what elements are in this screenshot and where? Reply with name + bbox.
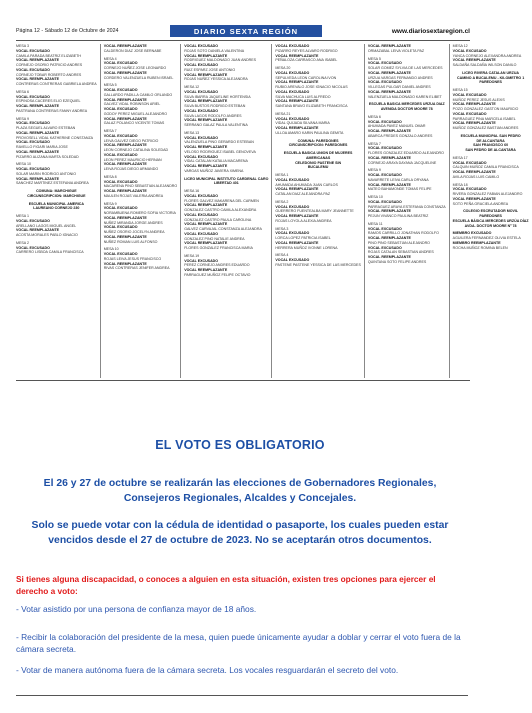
role-label: VOCAL REEMPLAZANTE — [103, 116, 147, 121]
venue-heading: SAN FRANCISCO 60 — [473, 143, 509, 148]
entry-text: SILVA IBARRA JAQUELINE HORTENSIA — [184, 94, 251, 99]
role-label: VOCAL EXCUSADO — [16, 167, 50, 171]
venue-heading: ESCUELA BASICA MERCEDES URZUA DIAZ — [368, 102, 445, 107]
entry-text: CORNEJO TOBAR ROBERTO ANDRES — [16, 72, 82, 77]
entry-text: FLORES GALVEZ MAKARENA DEL CARMEN — [184, 198, 259, 203]
entry-text: MESA 11 — [367, 221, 383, 226]
entry-text: VALENZUELA MALDONADO KAREN ELIBET — [367, 94, 442, 99]
role-label: VOCAL REEMPLAZANTE — [275, 187, 319, 192]
venue-heading: CIRCUNSCRIPCION: MARCHIGUE — [27, 193, 86, 198]
listing-column-4 — [271, 44, 363, 378]
entry-text: GONZALEZ CASTRO PAULA CAROLINA — [184, 217, 252, 222]
entry-text: CATALAN DIAZ ALEJANDRA PAZ — [275, 192, 331, 196]
role-label: VOCAL REEMPLAZANTE — [367, 44, 411, 48]
entry-text: MESA 2 — [275, 199, 289, 204]
footer-divider — [16, 695, 468, 696]
venue-heading: COMUNA: MARCHIGUE — [36, 189, 77, 193]
entry-text: YANCA CORNEJO ALEXANDRA ANDREA — [452, 53, 522, 58]
role-label: VOCAL EXCUSADO — [452, 111, 487, 116]
page-header — [16, 24, 470, 38]
entry-text: NAVARRETE LEIVA CARLA ORYANA — [367, 177, 429, 182]
entry-text: MESA 10 — [16, 162, 31, 167]
entry-text: MESA 8 — [103, 174, 117, 179]
entry-text: ROJAS LOYOLA ALEXIA ANDREA — [275, 218, 332, 223]
entry-text: SOTO PEÑA GRACIELA ANDREA — [452, 201, 509, 206]
role-label: VOCAL REEMPLAZANTE — [367, 89, 411, 94]
entry-text: MESA 18 — [452, 182, 468, 187]
role-label: MIEMBRO REEMPLAZANTE — [452, 240, 501, 245]
entry-text: MESA 9 — [16, 116, 29, 121]
role-label: VOCAL EXCUSADO — [184, 135, 219, 140]
notice-election-dates: El 26 y 27 de octubre se realizarán las elecciones de Gobernadores Regionales, Consejeros Regionales, Alcaldes y Concejales. — [43, 478, 437, 504]
entry-text: SERRANO GALAZ PAULA VALENTINA — [184, 123, 248, 127]
entry-text: NUÑEZ OSORIO JOCELYN ANDREA — [103, 230, 165, 234]
role-label: VOCAL REEMPLAZANTE — [16, 77, 60, 82]
entry-text: VALENZUELA PINO GERARDO ESTEBAN — [184, 140, 254, 145]
listing-column-1 — [16, 44, 100, 378]
role-label: VOCAL REEMPLAZANTE — [103, 234, 147, 239]
role-label: VOCAL REEMPLAZANTE — [16, 58, 60, 63]
entry-text: VIDAL QUIJADA SILVANA MARIA — [275, 121, 330, 126]
entry-text: MESA 12 — [184, 85, 200, 89]
entry-text: CAMILA PARADA BEATRIZ ELIZABETH — [16, 53, 81, 58]
role-label: VOCAL REEMPLAZANTE — [16, 176, 60, 181]
role-label: VOCAL REEMPLAZANTE — [103, 162, 147, 167]
role-label: VOCAL EXCUSADO — [184, 108, 219, 113]
role-label: VOCAL EXCUSADO — [16, 121, 50, 126]
role-label: VOCAL REEMPLAZANTE — [103, 143, 147, 148]
role-label: VOCAL EXCUSADO — [367, 61, 402, 66]
entry-text: MATEO BAHAMONDE TOMAS FELIPE — [367, 187, 432, 192]
entry-text: LEIVA GALVEZ DIEGO PATRICIO — [103, 138, 159, 143]
role-label: VOCAL EXCUSADO — [16, 218, 50, 223]
role-label: VOCAL EXCUSADO — [275, 116, 310, 121]
entry-text: CORNEJO NUÑEZ JOSE LEONARDO — [103, 66, 167, 70]
entry-text: RODRIGUEZ MALDONADO JUAN ANDRES — [184, 58, 257, 63]
venue-heading: DE ALCANTARA — [476, 138, 505, 143]
entry-text: PARRAGUEZ PINA MARCELA ISABEL — [452, 116, 516, 121]
role-label: VOCAL REEMPLAZANTE — [103, 97, 147, 102]
entry-text: SILVA MACHUCA LUIS ALFREDO — [275, 94, 331, 99]
newspaper-banner: DIARIO SEXTA REGIÓN — [170, 25, 322, 37]
entry-text: MESA 12 — [452, 44, 468, 48]
role-label: VOCAL EXCUSADO — [452, 92, 487, 97]
entry-text: URZUA VARGAS FERNANDO ANDRES — [367, 75, 433, 80]
venue-heading: AVDA. DOCTOR MOORE Nº 78 — [464, 223, 517, 228]
role-label: VOCAL EXCUSADO — [275, 177, 310, 182]
listing-column-2 — [100, 44, 181, 378]
role-label: VOCAL REEMPLAZANTE — [16, 228, 60, 233]
entry-text: MESA 10 — [367, 195, 383, 199]
role-label: VOCAL REEMPLAZANTE — [184, 203, 228, 208]
role-label: VOCAL REEMPLAZANTE — [184, 145, 228, 149]
entry-text: AHUMADA AHUMADA JUAN CARLOS — [275, 182, 338, 187]
venue-heading: LICEO RIVERA CATALAN URZUA — [462, 70, 520, 75]
role-label: VOCAL REEMPLAZANTE — [16, 104, 60, 108]
role-label: VOCAL REEMPLAZANTE — [275, 80, 319, 85]
role-label: VOCAL EXCUSADO — [184, 231, 219, 236]
entry-text: LEON PEREZ MAURICIO HERNAN — [103, 157, 162, 162]
entry-text: MESA 1 — [275, 173, 289, 177]
role-label: VOCAL EXCUSADO — [184, 212, 219, 217]
role-label: VOCAL EXCUSADO — [103, 133, 138, 138]
entry-text: MESA 5 — [103, 83, 117, 88]
entry-text: MESA 4 — [275, 253, 289, 258]
entry-text: FLORES GONZALEZ EDUARDO ALEJANDRO — [367, 151, 444, 155]
entry-text: GALVEZ VIDAL ROBINSON ARIEL — [103, 102, 161, 107]
venue-heading: LAUREANO CORNEJO 230 — [33, 206, 80, 211]
page-date-label: Página 12 - Sábado 12 de Octubre de 2024 — [16, 28, 119, 34]
entry-text: SOLAR GOMEZ SYLVIA DE LAS MERCEDES — [367, 66, 443, 70]
venue-heading: CIRCUNSCRIPCION: PAREDONES — [288, 143, 348, 148]
role-label: VOCAL REEMPLAZANTE — [16, 130, 60, 135]
venue-heading: AVENIDA DOCTOR MOORE 78 — [380, 107, 433, 111]
entry-text: SALDAÑA SALDAÑA WILSON DANILO — [452, 63, 517, 67]
role-label: VOCAL EXCUSADO — [275, 89, 310, 94]
entry-text: NORAMBUENA ROMERO SOFIA VICTORIA — [103, 211, 176, 215]
notice-option-3: - Votar de manera autónoma fuera de la cámara secreta. Los vocales resguardarán el secreto del voto. — [16, 665, 399, 675]
entry-text: HERRERA MUÑOZ IVONNE LORENA — [275, 245, 338, 250]
role-label: VOCAL REEMPLAZANTE — [367, 236, 411, 240]
role-label: VOCAL REEMPLAZANTE — [452, 58, 496, 63]
role-label: VOCAL EXCUSADO — [184, 89, 219, 94]
entry-text: PARRAGUEZ ARAYA ESTEFANIA CONSTANZA — [367, 204, 446, 209]
entry-text: ESPINOSA CACERES ELIO EZEQUIEL — [16, 99, 81, 104]
entry-text: GALVEZ CARVAJAL CONSTANZA ALEJANDRA — [184, 227, 262, 231]
venue-heading: AMERICANAS — [305, 155, 331, 160]
role-label: VOCAL EXCUSADO — [16, 245, 50, 250]
role-label: VOCAL EXCUSADO — [275, 44, 310, 48]
role-label: VOCAL EXCUSADO — [103, 206, 138, 211]
venue-heading: LICEO MUNICIPAL INSTITUTO CARDENAL CARO — [184, 176, 269, 181]
entry-text: CORDERO VALENZUELA RUBEN ISRAEL — [103, 75, 174, 80]
entry-text: ARELLANO LAGOS MIGUEL ANGEL — [16, 223, 77, 228]
notice-title: EL VOTO ES OBLIGATORIO — [155, 438, 325, 452]
role-label: VOCAL REEMPLAZANTE — [184, 53, 228, 58]
role-label: VOCAL REEMPLAZANTE — [275, 53, 319, 58]
role-label: VOCAL EXCUSADO — [103, 152, 138, 157]
entry-text: POZO GONZALEZ GASTON MAURICIO — [452, 107, 519, 111]
role-label: VOCAL EXCUSADO — [452, 187, 487, 192]
role-label: VOCAL EXCUSADO — [16, 94, 50, 99]
entry-text: RAVELLO FIGARI MARIA JOSE — [16, 145, 68, 149]
entry-text: PIZARRO ALIZANA MARTA SOLEDAD — [16, 154, 79, 159]
role-label: VOCAL REEMPLAZANTE — [367, 209, 411, 214]
entry-text: GUERRERO FUENTEALBA MARY JEANNETTE — [275, 209, 354, 214]
role-label: VOCAL REEMPLAZANTE — [103, 261, 147, 266]
role-label: VOCAL EXCUSADO — [452, 48, 487, 53]
role-label: VOCAL EXCUSADO — [275, 70, 310, 75]
entry-text: ROJAS NUÑEZ YESSICA ALEJANDRA — [184, 77, 248, 82]
listing-column-5 — [364, 44, 449, 378]
role-label: VOCAL REEMPLAZANTE — [275, 240, 319, 245]
entry-text: PEÑALOZA CARRASCO ANA ISABEL — [275, 58, 338, 63]
venue-heading: ESCUELA MUNICIPAL AMERICA — [28, 201, 84, 206]
listing-divider — [16, 380, 470, 381]
entry-text: ABARCA FREDES GONZALO ANDRES — [367, 133, 433, 138]
entry-text: SANTANA BRAVO ELIZABETH FRANCISCA — [275, 104, 348, 108]
venue-heading: PAREDONES — [479, 214, 502, 218]
role-label: VOCAL EXCUSADO — [367, 119, 402, 124]
role-label: VOCAL REEMPLAZANTE — [452, 102, 496, 107]
role-label: VOCAL REEMPLAZANTE — [184, 241, 228, 246]
venue-heading: COLEGIO ESCRUTADOR MOVIL — [463, 209, 519, 214]
role-label: VOCAL REEMPLAZANTE — [184, 164, 228, 168]
entry-text: FLORES GONZALEZ FRANCISCA MARIA — [184, 246, 253, 250]
entry-text: MESA 9 — [367, 168, 381, 173]
entry-text: MACARENA PINO SEBASTIAN ALEJANDRO — [103, 184, 178, 189]
entry-text: ROCHA MUÑOZ ROMINA BELEN — [452, 245, 508, 250]
role-label: VOCAL EXCUSADO — [184, 44, 219, 48]
role-label: VOCAL EXCUSADO — [16, 67, 50, 72]
entry-text: GODOY PEREZ MIGUEL ALEJANDRO — [103, 111, 167, 116]
venue-heading: COMUNA: PAREDONES — [297, 138, 339, 143]
role-label: VOCAL REEMPLAZANTE — [184, 118, 228, 123]
entry-text: CORNEJO ARAYA DAYANA JACQUELINE — [367, 160, 437, 165]
role-label: VOCAL EXCUSADO — [184, 258, 219, 263]
entry-text: AVILA ROJAS LUIS CAMILO — [452, 174, 500, 179]
entry-text: ORMAZABAL LEIVA VIOLETA PAZ — [367, 48, 425, 53]
entry-text: MESA 21 — [275, 111, 291, 116]
entry-text: ULLOA AMARO KARIN PAULINA GEMITA — [275, 130, 344, 135]
entry-text: PEREZ CORNEJO ANDRES EDUARDO — [184, 263, 250, 268]
venue-heading: PAREDONES — [479, 80, 502, 85]
entry-text: ROJAS CATALAN SEBASTIAN ANDRES — [367, 250, 434, 255]
notice-option-2: - Recibir la colaboración del presidente de la mesa, quien puede únicamente ayudar a doblar y cerrar el voto fuera de la cámara secreta. — [16, 632, 461, 654]
entry-text: MESA 5 — [367, 56, 381, 61]
role-label: VOCAL EXCUSADO — [184, 63, 219, 67]
entry-text: ROJAS LEIVA JESUS FRANCISCO — [103, 256, 162, 261]
role-label: VOCAL REEMPLAZANTE — [184, 72, 228, 77]
entry-text: RAMOS CARRILLO JONATHAN RODOLFO — [367, 231, 439, 236]
entry-text: PEJUN VIVANCO PAULINA BEATRIZ — [367, 214, 429, 218]
entry-text: MESA 6 — [367, 114, 381, 119]
entry-text: VARGAS MUÑOZ JAVIERA XIMENA — [184, 168, 244, 173]
role-label: VOCAL EXCUSADO — [367, 245, 402, 250]
entry-text: LEIVA ROJAS DIEGO ARMANDO — [103, 167, 159, 171]
role-label: VOCAL EXCUSADO — [184, 154, 219, 159]
venue-heading: CELEDONIO PASTENE SIN — [295, 160, 342, 165]
entry-text: MESA 7 — [367, 141, 381, 146]
entry-text: MUÑOZ GONZALEZ BASTIAN ANDRES — [452, 126, 519, 130]
website-link[interactable]: www.diariosextaregion.cl — [391, 27, 470, 35]
entry-text: NUÑEZ ROMAN LUIS ALFONSO — [103, 239, 158, 244]
entry-text: SILVA LAGOS RODOLFO ANDRES — [184, 113, 242, 118]
notice-disability-intro: Si tienes alguna discapacidad, o conoces a alguien en esta situación, existen tres opciones para ejercer el derecho a voto: — [16, 574, 436, 596]
entry-text: MESA 2 — [16, 240, 29, 245]
role-label: VOCAL EXCUSADO — [367, 146, 402, 151]
role-label: MIEMBRO EXCUSADO — [452, 231, 492, 236]
role-label: VOCAL REEMPLAZANTE — [103, 70, 147, 75]
entry-text: CALQUIN MUÑOZ CAMILA FRANCISCA — [452, 165, 519, 170]
role-label: VOCAL EXCUSADO — [452, 160, 487, 165]
role-label: VOCAL REEMPLAZANTE — [452, 170, 496, 174]
entry-text: SOLAR MARIN RODRIGO ANTONIO — [16, 171, 77, 176]
entry-text: MESA 9 — [103, 201, 117, 206]
role-label: VOCAL EXCUSADO — [367, 80, 402, 85]
entry-text: SILVA BUSTOS RODRIGO ESTEBAN — [184, 104, 246, 108]
role-label: VOCAL REEMPLAZANTE — [367, 155, 411, 160]
role-label: VOCAL EXCUSADO — [103, 179, 138, 184]
role-label: VOCAL REEMPLAZANTE — [275, 126, 319, 130]
venue-heading: CAMINO A BUCALEMU - KILOMETRO 1 — [457, 75, 525, 80]
role-label: VOCAL REEMPLAZANTE — [275, 214, 319, 218]
venue-heading: ESCUELA BASICA UNION DE MUJERES — [283, 151, 353, 155]
role-label: VOCAL REEMPLAZANTE — [452, 121, 496, 126]
entry-text: MESA 19 — [184, 253, 200, 258]
role-label: VOCAL EXCUSADO — [103, 61, 138, 66]
entry-text: VILLEGAS PULGAR DANIEL ANDRES — [367, 85, 431, 89]
entry-text: NUÑEZ MIRANDA JORGE ANDRES — [103, 220, 163, 225]
entry-text: PINO PINO SEBASTIAN ALEJANDRO — [367, 240, 430, 245]
entry-text: AGUILERA FERNANDEZ OLIVIA ESTELA — [452, 236, 521, 240]
entry-text: MESA 20 — [275, 66, 291, 70]
entry-text: QUINTANA SOTO FELIPE ANDRES — [367, 259, 427, 264]
entry-text: SANCHEZ MARTINEZ ESTEFANIA ANDREA — [16, 181, 89, 186]
entry-text: AHUMADA PAVEZ MANUEL OMAR — [367, 124, 426, 129]
entry-text: MESA 17 — [452, 155, 468, 160]
entry-text: ROJAS SOTO DANIELA VALENTINA — [184, 48, 245, 53]
entry-text: MAULEN ROJAS VALERIA ANDREA — [103, 193, 164, 198]
listing-column-3 — [180, 44, 271, 378]
venue-heading: BUCALEMU — [307, 165, 329, 170]
role-label: VOCAL REEMPLAZANTE — [367, 129, 411, 133]
entry-text: ACOSTA MORALES PABLO IGNACIO — [16, 233, 78, 237]
role-label: VOCAL EXCUSADO — [16, 48, 50, 53]
role-label: VOCAL EXCUSADO — [275, 204, 310, 209]
entry-text: VELOSO RODRIGUEZ ISABEL GENOVEVA — [184, 149, 256, 154]
entry-text: GONZALEZ CASTRO CAMILA ALEXANDRA — [184, 208, 257, 212]
entry-text: MESA 16 — [184, 189, 200, 193]
entry-text: MESA 6 — [16, 89, 29, 94]
role-label: VOCAL REEMPLAZANTE — [452, 196, 496, 201]
role-label: VOCAL EXCUSADO — [367, 173, 402, 177]
role-label: VOCAL REEMPLAZANTE — [184, 222, 228, 227]
entry-text: MESA 1 — [16, 214, 29, 218]
entry-text: GALLARDO PADILLA CAMILO ORLANDO — [103, 92, 173, 97]
role-label: VOCAL EXCUSADO — [184, 193, 219, 198]
venue-heading: SAN PEDRO DE ALCANTARA — [465, 148, 516, 152]
entry-text: MESA 10 — [103, 247, 119, 252]
role-label: VOCAL REEMPLAZANTE — [103, 189, 147, 193]
vocales-listing — [16, 44, 529, 378]
entry-text: MESA 7 — [103, 129, 117, 133]
entry-text: CONTRERAS CONTRERAS GABRIELA ANDREA — [16, 82, 97, 86]
role-label: VOCAL EXCUSADO — [275, 258, 310, 262]
role-label: VOCAL EXCUSADO — [103, 107, 138, 111]
entry-text: PARRAGUEZ MUÑOZ FELIPE OCTAVIO — [184, 272, 251, 277]
role-label: VOCAL REEMPLAZANTE — [275, 99, 319, 104]
role-label: VOCAL REEMPLAZANTE — [184, 99, 228, 104]
entry-text: MESA 3 — [16, 44, 29, 48]
entry-text: MESA 13 — [184, 130, 200, 135]
entry-text: SEPULVEDA LEON CAROLINA IVON — [275, 75, 337, 80]
role-label: VOCAL REEMPLAZANTE — [103, 44, 147, 48]
entry-text: MUÑOZ PEREZ JESUS ALEXIS — [452, 97, 505, 102]
role-label: VOCAL REEMPLAZANTE — [367, 182, 411, 187]
role-label: VOCAL REEMPLAZANTE — [16, 149, 60, 154]
entry-text: LEON CORNEJO CATALINA SOLEDAD — [103, 148, 169, 152]
role-label: VOCAL EXCUSADO — [367, 226, 402, 231]
notice-id-requirement: Solo se puede votar con la cédula de identidad o pasaporte, los cuales pueden estar vencidos desde el 27 de octubre de 2023. No se aceptarán otros documentos. — [31, 520, 449, 546]
venue-heading: ESCUELA BÁSICA MERCEDES URZÚA DÍAZ — [452, 218, 529, 223]
venue-heading: ESCUELA MUNICIPAL SAN PEDRO — [460, 133, 521, 138]
role-label: VOCAL EXCUSADO — [103, 225, 138, 230]
entry-text: CALDERON DIAZ JOSE BERNABE — [103, 48, 162, 53]
role-label: VOCAL EXCUSADO — [103, 252, 138, 256]
entry-text: VIDAL CATALAN KATALIA MACARENA — [184, 159, 248, 164]
role-label: VOCAL EXCUSADO — [275, 231, 310, 236]
role-label: VOCAL REEMPLAZANTE — [184, 268, 228, 272]
role-label: VOCAL REEMPLAZANTE — [367, 70, 411, 75]
entry-text: MESA 3 — [275, 226, 289, 231]
entry-text: RIVERA GONZALEZ FABIAN ALEJANDRO — [452, 192, 523, 196]
entry-text: GALAZ POLANCO VICENTE TOMAS — [103, 121, 165, 126]
entry-text: MESA 4 — [103, 56, 117, 61]
entry-text: PASTENE PASTENE YESSICA DE LAS MERCEDES — [275, 262, 361, 267]
entry-text: MESA 15 — [452, 88, 468, 92]
entry-text: RUIZ ESPARZ JOSE ANTONIO — [184, 67, 236, 72]
entry-text: PROVOSELL VIDAL KATHERINE CONSTANZA — [16, 135, 94, 140]
entry-text: PASTRANA CONTRERAS FANNY ANDREA — [16, 108, 88, 113]
role-label: VOCAL REEMPLAZANTE — [367, 255, 411, 259]
entry-text: GONZALEZ PINO NATALIE ANDREA — [184, 236, 245, 241]
notice-option-1: - Votar asistido por una persona de confianza mayor de 18 años. — [16, 604, 257, 614]
entry-text: CORNEJO OSORIO PATRICIO ANDRES — [16, 63, 83, 67]
entry-text: LORCA LOPEZ PATRICIA ISABEL — [275, 236, 331, 240]
entry-text: RUBIO AREVALO JOSE IGNACIO NICOLAS — [275, 85, 348, 89]
entry-text: PLAZA SEGUEL ALVARO ESTEBAN — [16, 126, 76, 130]
entry-text: PIZARRO REYES ALVARO RODRIGO — [275, 48, 338, 53]
entry-text: CARRERO LISBOA CAMILA FRANCISCA — [16, 250, 84, 255]
entry-text: RIVAS CONTRERAS JENIFER ANDREA — [103, 266, 170, 271]
role-label: VOCAL EXCUSADO — [16, 140, 50, 145]
role-label: VOCAL REEMPLAZANTE — [103, 215, 147, 220]
role-label: VOCAL EXCUSADO — [103, 88, 138, 92]
header-divider — [16, 40, 470, 41]
venue-heading: LIBERTAD 401 — [213, 181, 239, 186]
role-label: VOCAL EXCUSADO — [367, 199, 402, 204]
listing-column-6 — [449, 44, 532, 378]
